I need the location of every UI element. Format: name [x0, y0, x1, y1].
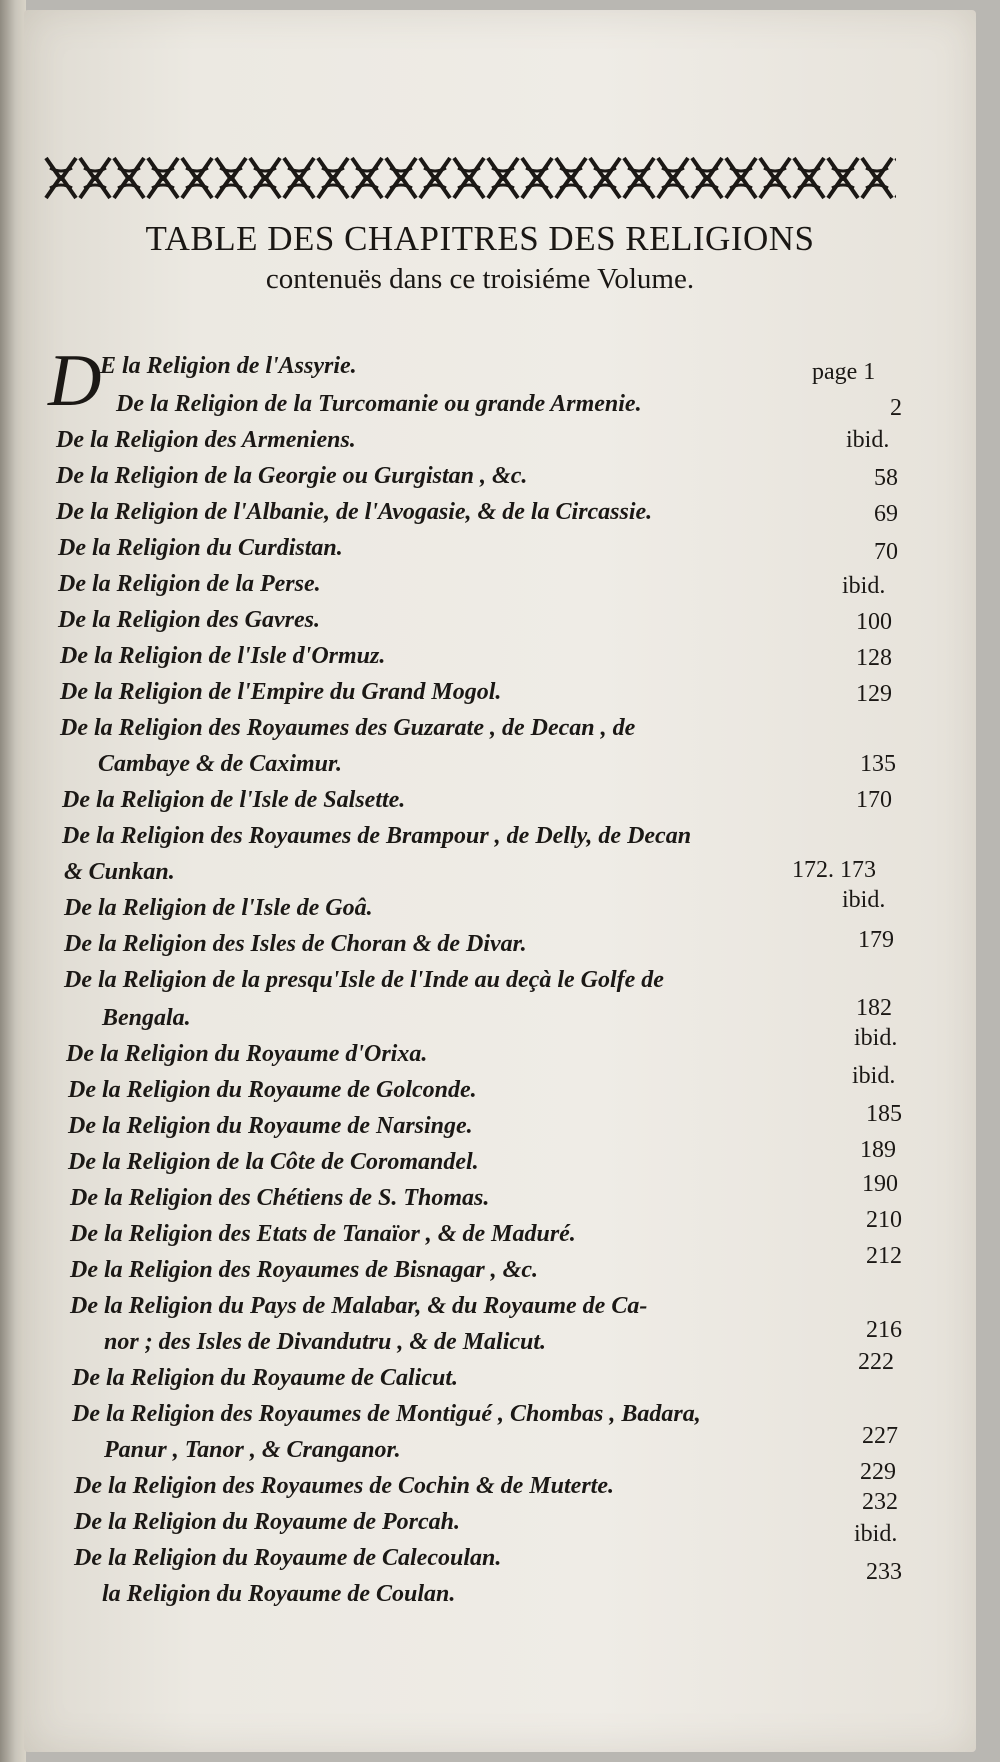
- toc-entry: De la Religion du Curdistan.: [58, 535, 343, 561]
- table-heading: [50, 220, 910, 296]
- toc-page: 212: [866, 1243, 902, 1269]
- toc-entry: De la Religion des Isles de Choran & de Divar.: [64, 931, 527, 957]
- toc-page: 232: [862, 1489, 898, 1515]
- toc-page: ibid.: [854, 1521, 898, 1547]
- toc-entry: De la Religion du Royaume de Calicut.: [72, 1365, 459, 1391]
- toc-page: page 1: [812, 359, 876, 385]
- toc-entry: De la Religion de l'Isle de Salsette.: [62, 787, 406, 813]
- toc-page: 69: [874, 501, 898, 527]
- toc-entry: De la Religion de la Perse.: [58, 571, 321, 597]
- toc-entry: nor ; des Isles de Divandutru , & de Malicut.: [104, 1329, 547, 1355]
- toc-page: 172. 173: [792, 857, 876, 883]
- toc-page: 182: [856, 995, 892, 1021]
- page-subtitle: contenuës dans ce troisiéme Volume.: [265, 262, 695, 295]
- toc-entry: De la Religion des Royaumes de Bisnagar , &c.: [70, 1257, 538, 1283]
- toc-page: 58: [874, 465, 898, 491]
- toc-page: 222: [858, 1349, 894, 1375]
- toc-entry: De la Religion de l'Albanie, de l'Avogasie, & de la Circassie.: [56, 499, 653, 525]
- toc-entry: & Cunkan.: [64, 859, 175, 885]
- toc-page: 129: [856, 681, 892, 707]
- toc-entry: De la Religion des Royaumes de Montigué , Chombas , Badara,: [72, 1401, 701, 1427]
- toc-entry: De la Religion du Royaume de Porcah.: [74, 1509, 460, 1535]
- toc-page: 190: [862, 1171, 898, 1197]
- toc-page: 210: [866, 1207, 902, 1233]
- toc-entry: De la Religion des Royaumes des Guzarate , de Decan , de: [60, 715, 636, 741]
- toc-page: 135: [860, 751, 896, 777]
- toc-page: ibid.: [854, 1025, 898, 1051]
- toc-page: 100: [856, 609, 892, 635]
- toc-entry: De la Religion de la Côte de Coromandel.: [68, 1149, 479, 1175]
- toc-entry: De la Religion du Royaume d'Orixa.: [66, 1041, 428, 1067]
- drop-cap: D: [48, 340, 102, 422]
- toc-entry: De la Religion de la Georgie ou Gurgistan , &c.: [56, 463, 528, 489]
- ornament-band-icon: [44, 152, 896, 204]
- toc-page: ibid.: [842, 573, 886, 599]
- toc-entry: De la Religion des Etats de Tanaïor , & de Maduré.: [70, 1221, 576, 1247]
- toc-page: 70: [874, 539, 898, 565]
- toc-page: 216: [866, 1317, 902, 1343]
- toc-entry: Bengala.: [102, 1005, 191, 1031]
- toc-entry: De la Religion des Gavres.: [58, 607, 320, 633]
- toc-entry: De la Religion de la presqu'Isle de l'Inde au deçà le Golfe de: [64, 967, 664, 993]
- toc-page: ibid.: [842, 887, 886, 913]
- toc-page: ibid.: [846, 427, 890, 453]
- toc-entry: De la Religion de l'Isle d'Ormuz.: [60, 643, 386, 669]
- toc-entry: De la Religion du Royaume de Calecoulan.: [74, 1545, 502, 1571]
- toc-page: 227: [862, 1423, 898, 1449]
- toc-entry: De la Religion des Royaumes de Brampour , de Delly, de Decan: [62, 823, 692, 849]
- toc-entry: De la Religion de la Turcomanie ou grande Armenie.: [116, 391, 642, 417]
- toc-entry: Panur , Tanor , & Cranganor.: [104, 1437, 401, 1463]
- toc-entry: De la Religion du Pays de Malabar, & du Royaume de Ca-: [70, 1293, 648, 1319]
- toc-page: 233: [866, 1559, 902, 1585]
- toc-page: ibid.: [852, 1063, 896, 1089]
- toc-page: 229: [860, 1459, 896, 1485]
- toc-entry: De la Religion du Royaume de Golconde.: [68, 1077, 477, 1103]
- toc-entry: De la Religion de l'Empire du Grand Mogol.: [60, 679, 502, 705]
- book-spine-shadow: [0, 0, 26, 1762]
- toc-entry: De la Religion des Chétiens de S. Thomas.: [70, 1185, 490, 1211]
- toc-page: 179: [858, 927, 894, 953]
- toc-page: 170: [856, 787, 892, 813]
- toc-entry: De la Religion des Royaumes de Cochin & de Muterte.: [74, 1473, 614, 1499]
- toc-entry: la Religion du Royaume de Coulan.: [102, 1581, 456, 1607]
- page-title: TABLE DES CHAPITRES DES RELIGIONS: [145, 219, 815, 258]
- toc-page: 185: [866, 1101, 902, 1127]
- toc-page: 189: [860, 1137, 896, 1163]
- toc-page: 128: [856, 645, 892, 671]
- toc-entry: De la Religion du Royaume de Narsinge.: [68, 1113, 473, 1139]
- toc-entry: De la Religion de l'Isle de Goâ.: [64, 895, 373, 921]
- toc-entry: E la Religion de l'Assyrie.: [100, 353, 357, 379]
- toc-page: 2: [890, 395, 902, 421]
- toc-entry: Cambaye & de Caximur.: [98, 751, 343, 777]
- toc-entry: De la Religion des Armeniens.: [56, 427, 356, 453]
